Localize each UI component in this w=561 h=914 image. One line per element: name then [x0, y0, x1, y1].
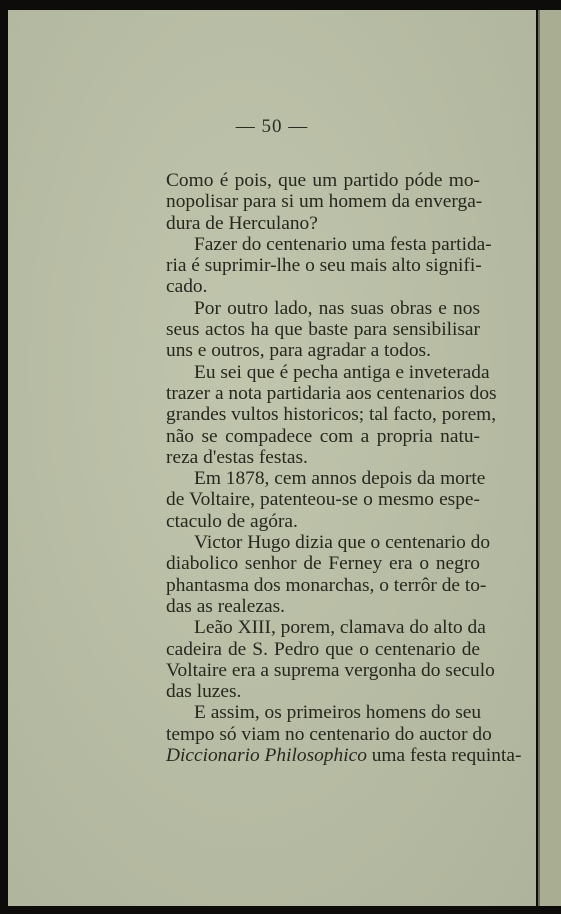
text-line: diabolico senhor de Ferney era o negro — [166, 553, 480, 575]
text-line: reza d'estas festas. — [166, 446, 308, 468]
body-text — [166, 170, 522, 767]
text-line: Voltaire era a suprema vergonha do seculo — [166, 659, 495, 681]
text-line-final — [166, 745, 522, 767]
text-line: Victor Hugo dizia que o centenario do — [194, 532, 491, 554]
text-line: cado. — [166, 276, 208, 298]
text-line-rest: uma festa requinta- — [366, 745, 522, 767]
text-line: Fazer do centenario uma festa partida- — [194, 233, 492, 255]
book-title-italic: Diccionario Philosophico — [166, 745, 367, 767]
text-line: seus actos ha que baste para sensibilisar — [166, 319, 480, 341]
text-line: Por outro lado, nas suas obras e nos — [194, 297, 480, 319]
text-line: phantasma dos monarchas, o terrôr de to- — [166, 574, 487, 596]
text-line: Como é pois, que um partido póde mo- — [166, 170, 480, 191]
text-line: de Voltaire, patenteou-se o mesmo espe- — [166, 489, 480, 511]
text-line: Leão XIII, porem, clamava do alto da — [194, 617, 486, 639]
text-line: não se compadece com a propria natu- — [166, 425, 480, 447]
text-line: tempo só viam no centenario do auctor do — [166, 723, 492, 745]
page-number: — 50 — — [235, 116, 309, 137]
text-line: trazer a nota partidaria aos centenarios dos — [166, 382, 497, 404]
text-line: grandes vultos historicos; tal facto, porem, — [166, 404, 497, 426]
text-line: Em 1878, cem annos depois da morte — [194, 468, 486, 490]
text-line: ctaculo de agóra. — [166, 510, 298, 532]
book-page — [8, 10, 536, 906]
text-line: E assim, os primeiros homens do seu — [194, 702, 482, 724]
text-line: das luzes. — [166, 681, 242, 703]
text-line: das as realezas. — [166, 595, 285, 617]
text-line: dura de Herculano? — [166, 212, 318, 234]
text-line: Eu sei que é pecha antiga e inveterada — [194, 361, 490, 383]
text-line: cadeira de S. Pedro que o centenario de — [166, 638, 480, 660]
text-line: uns e outros, para agradar a todos. — [166, 340, 431, 362]
text-line: ria é suprimir-lhe o seu mais alto signifi- — [166, 255, 482, 277]
text-line: nopolisar para si um homem da enverga- — [166, 191, 483, 213]
next-page-edge — [538, 10, 561, 906]
